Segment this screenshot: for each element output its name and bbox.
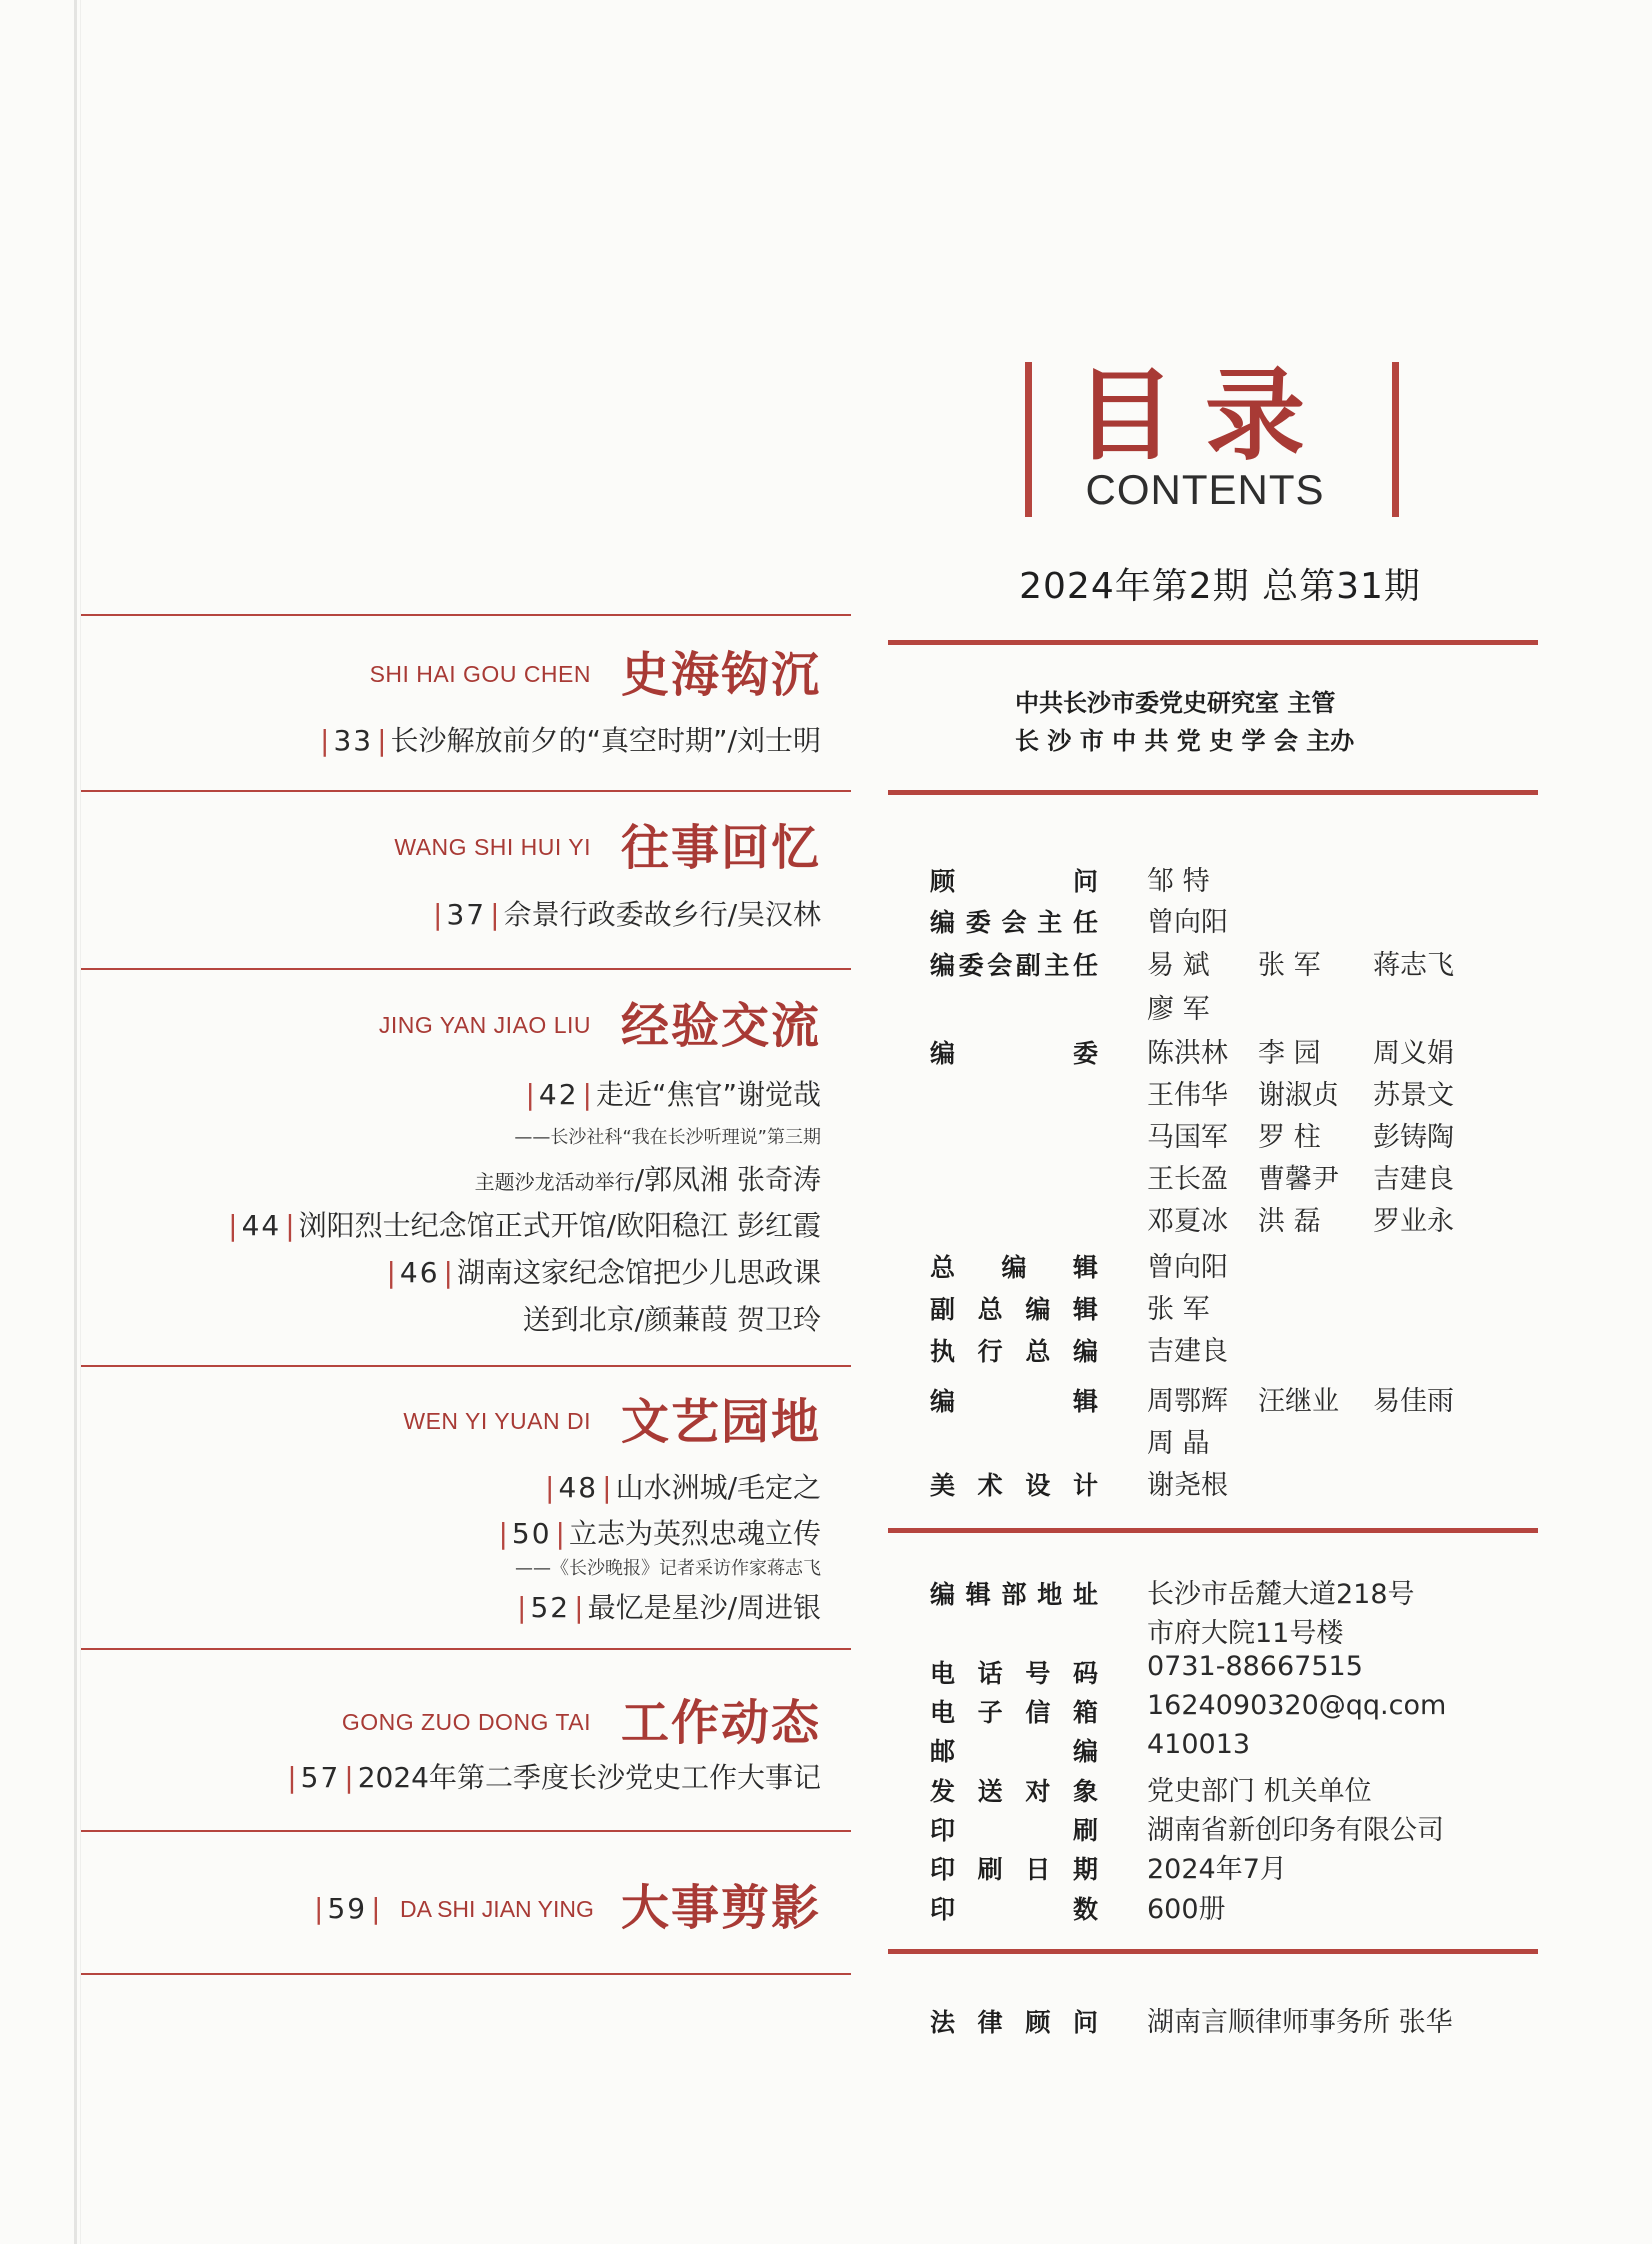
staff-name: 苏景文 bbox=[1373, 1080, 1454, 1111]
toc-entry[interactable]: | 52 | 最忆是星沙/周进银 bbox=[517, 1591, 821, 1624]
divider bbox=[81, 1365, 851, 1367]
toc-entry[interactable]: | 42 | 走近“焦官”谢觉哉 bbox=[525, 1078, 821, 1111]
info-value: 600册 bbox=[1147, 1894, 1226, 1925]
staff-label: 编委 bbox=[930, 1039, 1098, 1068]
info-value: 长沙市岳麓大道218号 bbox=[1147, 1579, 1415, 1610]
section-header bbox=[81, 996, 821, 1056]
page-number: 52 bbox=[530, 1591, 571, 1624]
staff-name: 邓夏冰 bbox=[1147, 1206, 1228, 1237]
staff-label: 编辑 bbox=[930, 1387, 1098, 1416]
toc-entry[interactable]: | 59 | DA SHI JIAN YING 大事剪影 bbox=[314, 1880, 821, 1936]
info-value: 0731-88667515 bbox=[1147, 1651, 1363, 1682]
entry-text: 立志为英烈忠魂立传 bbox=[568, 1517, 821, 1550]
section-en: WEN YI YUAN DI bbox=[403, 1408, 591, 1434]
info-label: 发送对象 bbox=[930, 1777, 1098, 1806]
binding-edge bbox=[74, 0, 77, 2244]
section-title: 大事剪影 bbox=[620, 1880, 821, 1936]
info-label: 电子信箱 bbox=[930, 1698, 1098, 1727]
staff-name: 邹 特 bbox=[1147, 866, 1210, 897]
staff-name: 李 园 bbox=[1258, 1038, 1321, 1069]
divider bbox=[81, 968, 851, 970]
divider bbox=[81, 1648, 851, 1650]
staff-name: 易佳雨 bbox=[1373, 1386, 1454, 1417]
page-number: 46 bbox=[399, 1256, 440, 1289]
info-label: 印刷 bbox=[930, 1816, 1098, 1845]
section-title: 文艺园地 bbox=[620, 1394, 821, 1450]
divider bbox=[81, 614, 851, 616]
section-title: 史海钩沉 bbox=[620, 647, 821, 703]
staff-name: 洪 磊 bbox=[1258, 1206, 1321, 1237]
page-subtitle: CONTENTS bbox=[1085, 466, 1325, 513]
page-number: 57 bbox=[300, 1761, 341, 1794]
page-number: 37 bbox=[446, 898, 487, 931]
page-number: 42 bbox=[538, 1078, 579, 1111]
entry-text: 长沙解放前夕的“真空时期”/刘士明 bbox=[390, 724, 821, 757]
divider bbox=[81, 790, 851, 792]
staff-name: 彭铸陶 bbox=[1373, 1122, 1454, 1153]
staff-label: 编委会副主任 bbox=[930, 951, 1098, 980]
info-label: 印数 bbox=[930, 1895, 1098, 1924]
org-sponsor: 长 沙 市 中 共 党 史 学 会 主办 bbox=[1015, 727, 1355, 755]
info-label: 编辑部地址 bbox=[930, 1580, 1098, 1609]
staff-name: 蒋志飞 bbox=[1373, 950, 1454, 981]
page-number: 59 bbox=[327, 1892, 368, 1925]
page-number: 33 bbox=[333, 724, 374, 757]
info-value: 2024年7月 bbox=[1147, 1854, 1287, 1885]
info-value: 1624090320@qq.com bbox=[1147, 1690, 1447, 1721]
toc-entry[interactable]: | 33 | 长沙解放前夕的“真空时期”/刘士明 bbox=[320, 724, 821, 757]
info-value: 湖南省新创印务有限公司 bbox=[1147, 1815, 1444, 1846]
staff-name: 罗 柱 bbox=[1258, 1122, 1321, 1153]
page-number: 44 bbox=[241, 1209, 282, 1242]
staff-name: 陈洪林 bbox=[1147, 1038, 1228, 1069]
entry-subtitle: ——《长沙晚报》记者采访作家蒋志飞 bbox=[515, 1558, 821, 1579]
staff-label: 副总编辑 bbox=[930, 1295, 1098, 1324]
legal-label: 法律顾问 bbox=[930, 2008, 1098, 2037]
section-title: 经验交流 bbox=[620, 998, 821, 1054]
staff-label: 编委会主任 bbox=[930, 908, 1098, 937]
toc-entry[interactable]: | 57 | 2024年第二季度长沙党史工作大事记 bbox=[287, 1761, 821, 1794]
toc-entry[interactable]: | 46 | 湖南这家纪念馆把少儿思政课 bbox=[386, 1256, 821, 1289]
title-bar-right bbox=[1392, 362, 1399, 517]
section-en: JING YAN JIAO LIU bbox=[378, 1012, 591, 1038]
section-header bbox=[81, 818, 821, 878]
staff-name: 张 军 bbox=[1258, 950, 1321, 981]
staff-name: 王伟华 bbox=[1147, 1080, 1228, 1111]
info-label: 邮编 bbox=[930, 1737, 1098, 1766]
staff-label: 总编辑 bbox=[930, 1253, 1098, 1282]
staff-name: 周 晶 bbox=[1147, 1428, 1210, 1459]
page-number: 48 bbox=[558, 1471, 599, 1504]
staff-name: 罗业永 bbox=[1373, 1206, 1454, 1237]
divider bbox=[888, 790, 1538, 795]
divider bbox=[888, 640, 1538, 645]
section-en: GONG ZUO DONG TAI bbox=[341, 1709, 591, 1735]
staff-name: 张 军 bbox=[1147, 1294, 1210, 1325]
divider bbox=[81, 1973, 851, 1975]
staff-name: 汪继业 bbox=[1258, 1386, 1339, 1417]
toc-entry-continued[interactable]: 送到北京/颜蒹葭 贺卫玲 bbox=[522, 1303, 821, 1336]
staff-name: 周鄂辉 bbox=[1147, 1386, 1228, 1417]
entry-text: 佘景行政委故乡行/吴汉林 bbox=[503, 898, 821, 931]
entry-text: 2024年第二季度长沙党史工作大事记 bbox=[357, 1761, 821, 1794]
toc-entry[interactable]: | 48 | 山水洲城/毛定之 bbox=[545, 1471, 821, 1504]
section-en: SHI HAI GOU CHEN bbox=[369, 661, 591, 687]
toc-entry-continued[interactable] bbox=[81, 1162, 821, 1200]
divider bbox=[81, 1830, 851, 1832]
page-number: 50 bbox=[511, 1517, 552, 1550]
staff-name: 吉建良 bbox=[1147, 1336, 1228, 1367]
staff-name: 谢淑贞 bbox=[1258, 1080, 1339, 1111]
toc-entry[interactable]: | 37 | 佘景行政委故乡行/吴汉林 bbox=[433, 898, 821, 931]
staff-name: 曾向阳 bbox=[1147, 907, 1228, 938]
entry-authors: /郭凤湘 张奇涛 bbox=[634, 1163, 821, 1196]
page-title: 目录 bbox=[1075, 356, 1335, 474]
staff-label: 顾问 bbox=[930, 867, 1098, 896]
section-en: WANG SHI HUI YI bbox=[394, 834, 591, 860]
staff-name: 吉建良 bbox=[1373, 1164, 1454, 1195]
entry-text: 浏阳烈士纪念馆正式开馆/欧阳稳江 彭红霞 bbox=[298, 1209, 821, 1242]
entry-subtitle: 主题沙龙活动举行 bbox=[474, 1170, 635, 1194]
legal-value: 湖南言顺律师事务所 张华 bbox=[1147, 2007, 1453, 2038]
staff-name: 曹馨尹 bbox=[1258, 1164, 1339, 1195]
entry-text: 湖南这家纪念馆把少儿思政课 bbox=[456, 1256, 821, 1289]
info-value: 市府大院11号楼 bbox=[1147, 1618, 1344, 1649]
staff-label: 执行总编 bbox=[930, 1337, 1098, 1366]
toc-entry[interactable]: | 44 | 浏阳烈士纪念馆正式开馆/欧阳稳江 彭红霞 bbox=[228, 1209, 821, 1242]
section-header bbox=[81, 1392, 821, 1452]
entry-subtitle: ——长沙社科“我在长沙听理说”第三期 bbox=[514, 1127, 821, 1148]
staff-name: 曾向阳 bbox=[1147, 1252, 1228, 1283]
section-title: 往事回忆 bbox=[620, 820, 821, 876]
entry-text: 山水洲城/毛定之 bbox=[615, 1471, 821, 1504]
staff-name: 谢尧根 bbox=[1147, 1470, 1228, 1501]
org-supervisor: 中共长沙市委党史研究室 主管 bbox=[1015, 689, 1336, 717]
section-header bbox=[81, 1693, 821, 1753]
issue-number: 2024年第2期 总第31期 bbox=[1019, 566, 1421, 607]
staff-name: 马国军 bbox=[1147, 1122, 1228, 1153]
info-value: 410013 bbox=[1147, 1729, 1251, 1760]
section-header bbox=[81, 645, 821, 705]
toc-entry[interactable]: | 50 | 立志为英烈忠魂立传 bbox=[498, 1517, 821, 1550]
divider bbox=[888, 1949, 1538, 1954]
section-title: 工作动态 bbox=[620, 1695, 821, 1751]
staff-label: 美术设计 bbox=[930, 1471, 1098, 1500]
divider bbox=[888, 1528, 1538, 1533]
staff-name: 周义娟 bbox=[1373, 1038, 1454, 1069]
info-label: 电话号码 bbox=[930, 1659, 1098, 1688]
staff-name: 王长盈 bbox=[1147, 1164, 1228, 1195]
info-label: 印刷日期 bbox=[930, 1855, 1098, 1884]
entry-text: 走近“焦官”谢觉哉 bbox=[595, 1078, 821, 1111]
title-bar-left bbox=[1025, 362, 1032, 517]
staff-name: 易 斌 bbox=[1147, 950, 1210, 981]
section-en: DA SHI JIAN YING bbox=[400, 1896, 594, 1922]
info-value: 党史部门 机关单位 bbox=[1147, 1776, 1372, 1807]
entry-text: 最忆是星沙/周进银 bbox=[587, 1591, 821, 1624]
binding-edge-shadow bbox=[80, 0, 81, 2244]
staff-name: 廖 军 bbox=[1147, 994, 1210, 1025]
